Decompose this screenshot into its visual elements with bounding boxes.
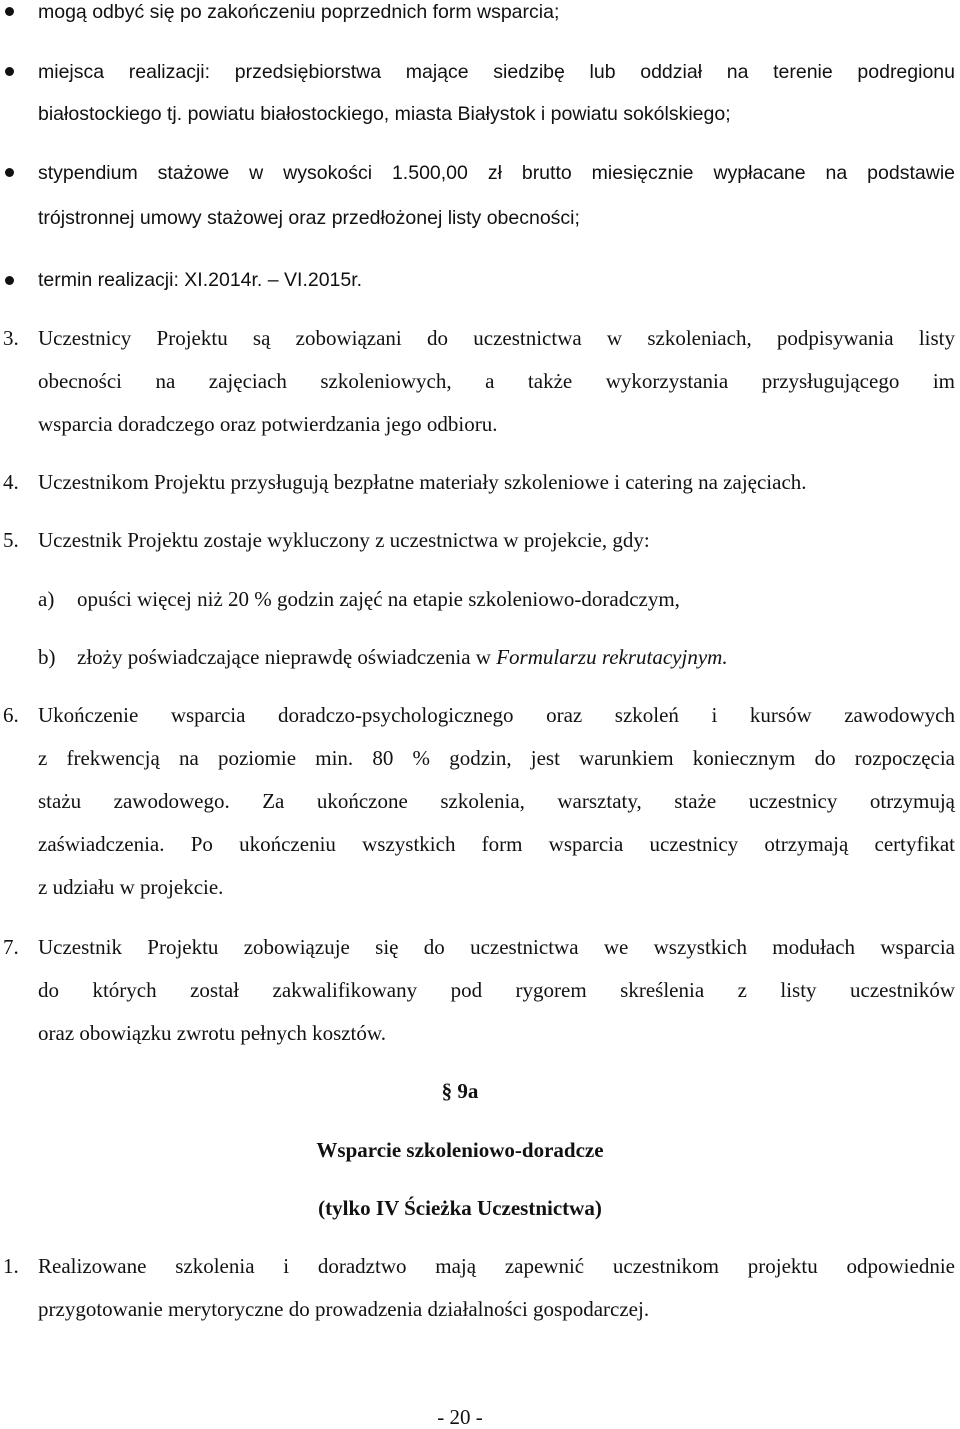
sub-item-text-plain: złoży poświadczające nieprawdę oświadczenia w (77, 645, 497, 669)
item-number: 1. (3, 1254, 19, 1278)
sub-item-text-italic: Formularzu rekrutacyjnym. (496, 645, 728, 669)
item-line: z udziału w projekcie. (38, 875, 224, 899)
item-line: przygotowanie merytoryczne do prowadzenia działalności gospodarczej. (38, 1297, 650, 1321)
item-number: 6. (3, 703, 19, 727)
item-line: do których został zakwalifikowany pod rygorem skreślenia z listy uczestników (38, 978, 955, 1002)
section-title: Wsparcie szkoleniowo-doradcze (316, 1138, 604, 1162)
item-line: wsparcia doradczego oraz potwierdzania jego odbioru. (38, 412, 498, 436)
bullet-icon (5, 276, 14, 285)
item-number: 3. (3, 326, 19, 350)
item-line: Uczestnik Projektu zostaje wykluczony z uczestnictwa w projekcie, gdy: (38, 528, 650, 552)
item-line: stażu zawodowego. Za ukończone szkolenia, warsztaty, staże uczestnicy otrzymują (38, 789, 955, 813)
item-line: zaświadczenia. Po ukończeniu wszystkich form wsparcia uczestnicy otrzymają certyfikat (38, 832, 955, 856)
item-line: obecności na zajęciach szkoleniowych, a także wykorzystania przysługującego im (38, 369, 955, 393)
sub-item-text: opuści więcej niż 20 % godzin zajęć na etapie szkoleniowo-doradczym, (77, 587, 680, 611)
sub-item-letter: a) (38, 587, 55, 611)
bullet-line: miejsca realizacji: przedsiębiorstwa mające siedzibę lub oddział na terenie podregionu (38, 61, 955, 83)
item-line: z frekwencją na poziomie min. 80 % godzin, jest warunkiem koniecznym do rozpoczęcia (38, 746, 955, 770)
item-number: 4. (3, 470, 19, 494)
item-number: 5. (3, 528, 19, 552)
sub-item-text (77, 647, 728, 668)
item-line: Ukończenie wsparcia doradczo-psychologicznego oraz szkoleń i kursów zawodowych (38, 703, 955, 727)
bullet-icon (5, 7, 14, 16)
section-subtitle: (tylko IV Ścieżka Uczestnictwa) (318, 1196, 602, 1220)
bullet-icon (5, 168, 14, 177)
item-line: Uczestnikom Projektu przysługują bezpłatne materiały szkoleniowe i catering na zajęciach. (38, 470, 807, 494)
item-line: Realizowane szkolenia i doradztwo mają zapewnić uczestnikom projektu odpowiednie (38, 1254, 955, 1278)
item-number: 7. (3, 935, 19, 959)
section-symbol: § 9a (441, 1079, 479, 1103)
item-line: Uczestnik Projektu zobowiązuje się do uczestnictwa we wszystkich modułach wsparcia (38, 935, 955, 959)
bullet-line: białostockiego tj. powiatu białostockiego, miasta Białystok i powiatu sokólskiego; (38, 103, 731, 125)
bullet-line: termin realizacji: XI.2014r. – VI.2015r. (38, 269, 363, 291)
bullet-line: mogą odbyć się po zakończeniu poprzednich form wsparcia; (38, 1, 560, 23)
item-line: Uczestnicy Projektu są zobowiązani do uczestnictwa w szkoleniach, podpisywania listy (38, 326, 955, 350)
sub-item-letter: b) (38, 645, 56, 669)
item-line: oraz obowiązku zwrotu pełnych kosztów. (38, 1021, 386, 1045)
bullet-line: stypendium stażowe w wysokości 1.500,00 zł brutto miesięcznie wypłacane na podstawie (38, 162, 955, 184)
page-number: - 20 - (437, 1405, 483, 1429)
bullet-line: trójstronnej umowy stażowej oraz przedłożonej listy obecności; (38, 207, 580, 229)
bullet-icon (5, 67, 14, 76)
